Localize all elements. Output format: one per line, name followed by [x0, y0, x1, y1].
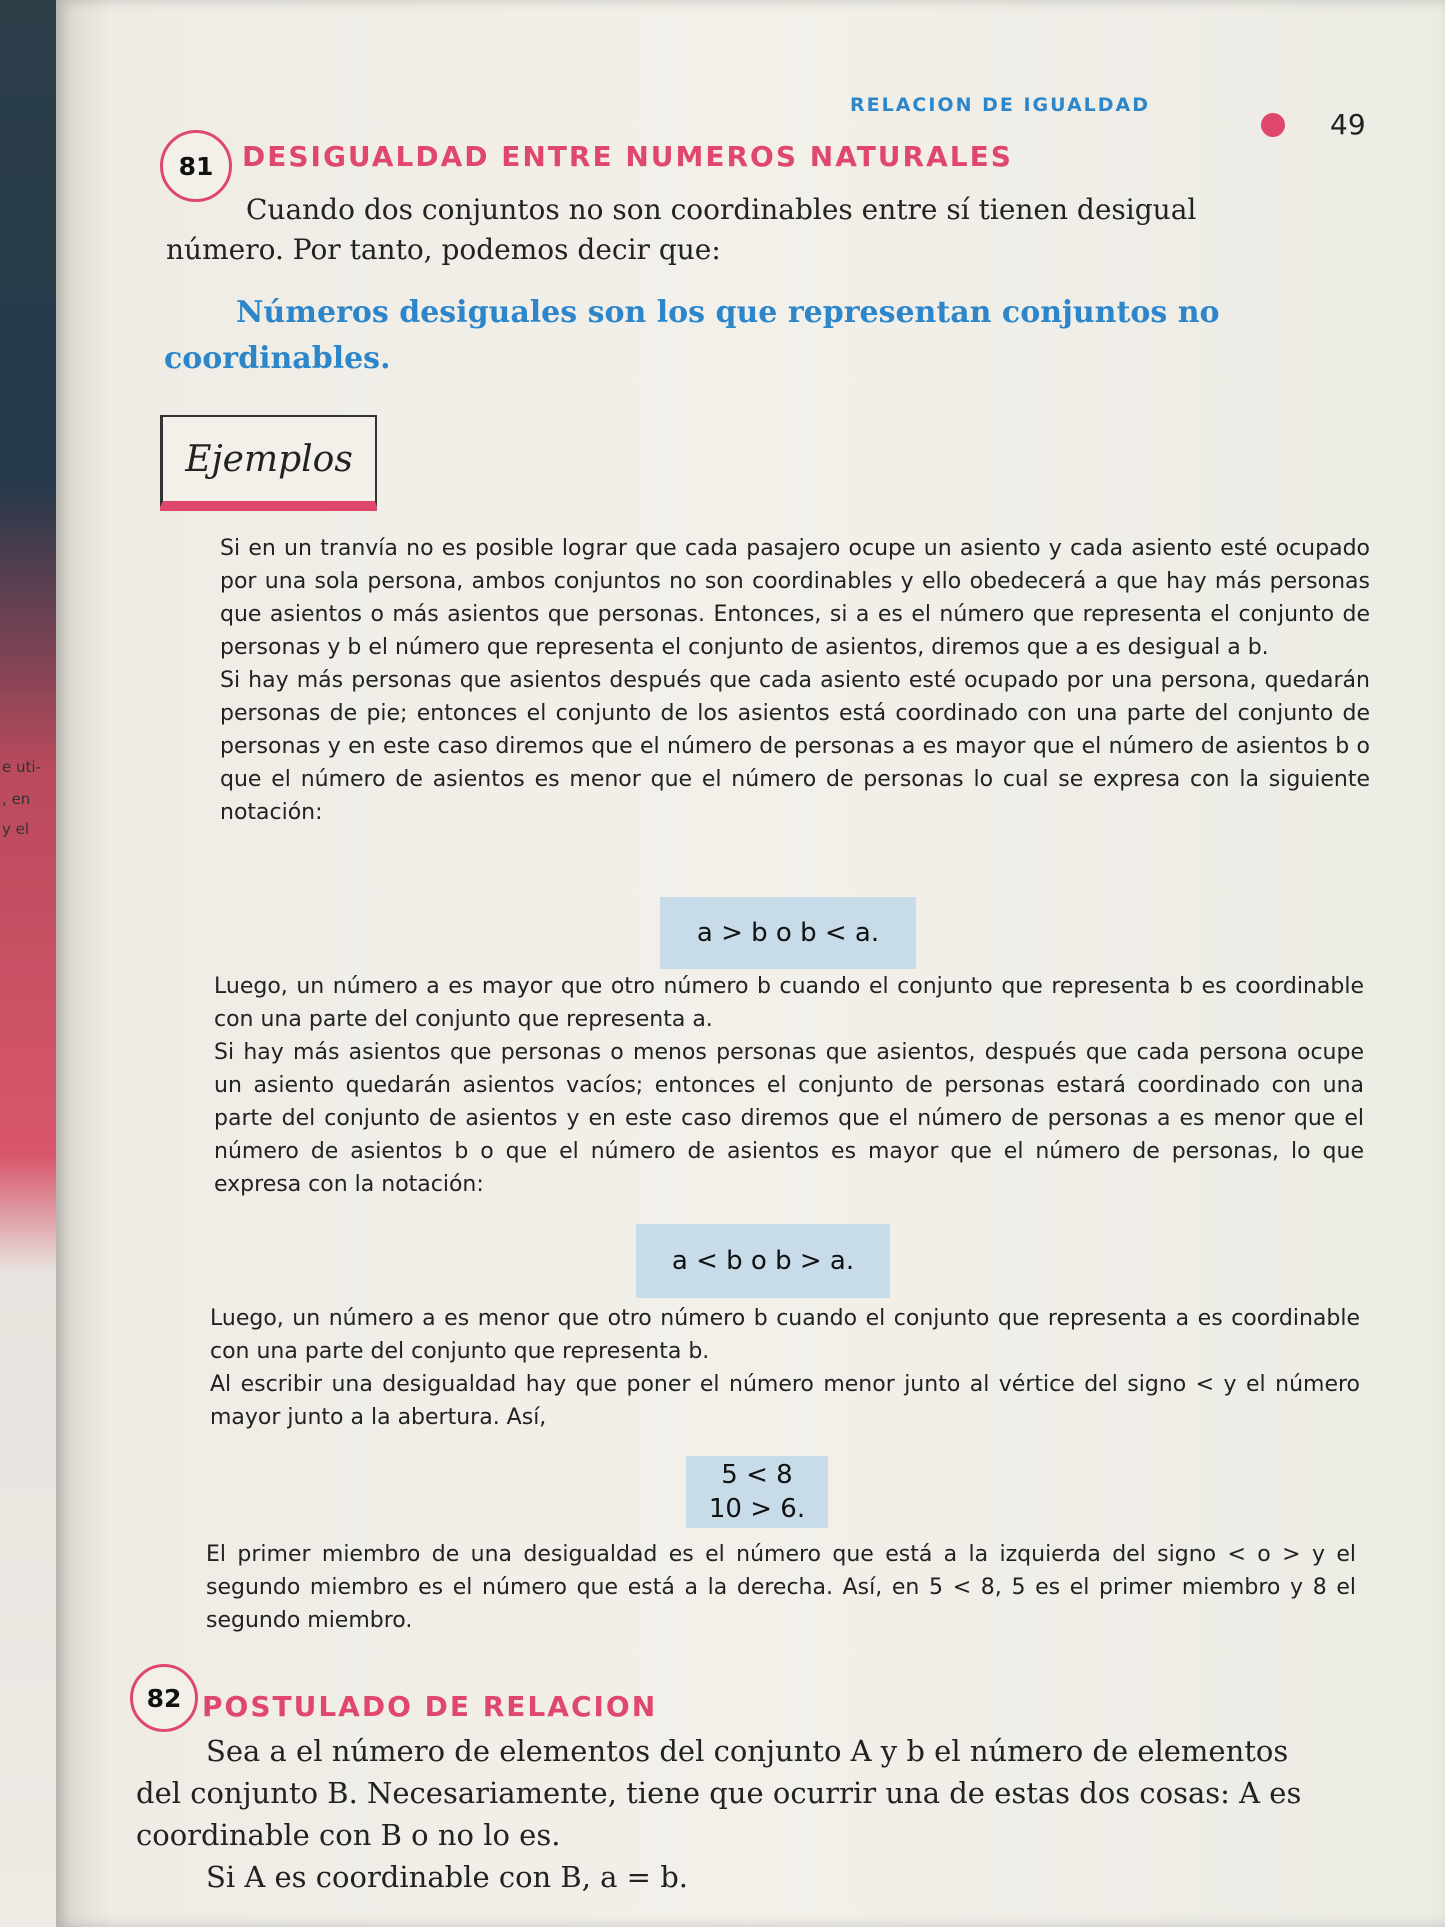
section-paragraph: Sea a el número de elementos del conjunto A y b el número de elementos del conjunto B. Necesariamente, tiene que ocurrir una de estas dos cosas: A es coordinable con B o no lo es.: [136, 1734, 1302, 1852]
section-title: DESIGUALDAD ENTRE NUMEROS NATURALES: [242, 140, 1013, 173]
notation-box: a > b o b < a.: [660, 897, 916, 969]
examples-text-block-3: [210, 1302, 1360, 1434]
examples-label: Ejemplos: [160, 415, 377, 507]
example-paragraph: Luego, un número a es menor que otro número b cuando el conjunto que representa a es coordinable con una parte del conjunto que representa b.: [210, 1306, 1360, 1364]
notation-box: [686, 1456, 828, 1528]
example-paragraph: Luego, un número a es mayor que otro número b cuando el conjunto que representa b es coordinable con una parte del conjunto que representa a.: [214, 974, 1364, 1032]
example-paragraph: Si en un tranvía no es posible lograr que cada pasajero ocupe un asiento y cada asiento esté ocupado por una sola persona, ambos conjuntos no son coordinables y ello obedecerá a que hay más personas que asientos o más asientos que personas. Entonces, si a es el número que representa el conjunto de personas y b el número que representa el conjunto de asientos, diremos que a es desigual a b.: [220, 536, 1370, 660]
section-number-badge: 82: [130, 1664, 198, 1732]
book-page: [56, 0, 1445, 1927]
example-paragraph: Al escribir una desigualdad hay que poner el número menor junto al vértice del signo < y el número mayor junto a la abertura. Así,: [210, 1372, 1360, 1430]
header-dot-icon: [1261, 113, 1285, 137]
section-number-badge: 81: [160, 130, 232, 202]
example-paragraph: Si hay más personas que asientos después que cada asiento esté ocupado por una persona, quedarán personas de pie; entonces el conjunto de los asientos está coordinado con una parte del conjunto de personas y en este caso diremos que el número de personas a es mayor que el número de asientos b o que el número de asientos es menor que el número de personas lo cual se expresa con la siguiente notación:: [220, 668, 1370, 825]
side-fragment: , en: [2, 790, 31, 808]
notation-line: 10 > 6.: [708, 1494, 806, 1524]
section-title: POSTULADO DE RELACION: [202, 1690, 658, 1723]
example-paragraph: Si hay más asientos que personas o menos personas que asientos, después que cada persona ocupe un asiento quedarán asientos vacíos; entonces el conjunto de personas estará coordinado con una parte del conjunto de asientos y en este caso diremos que el número de personas a es menor que el número de asientos b o que el número de asientos es mayor que el número de personas, lo que expresa con la notación:: [214, 1040, 1364, 1197]
side-fragment: e uti-: [2, 758, 41, 776]
definition: Números desiguales son los que representan conjuntos no coordinables.: [164, 295, 1220, 376]
examples-text-block-4: [206, 1538, 1356, 1637]
examples-text-block-1: [220, 532, 1370, 829]
section-intro: Cuando dos conjuntos no son coordinables entre sí tienen desigual número. Por tanto, podemos decir que:: [166, 193, 1197, 266]
running-title: RELACION DE IGUALDAD: [850, 94, 1151, 116]
adjacent-page-strip: [0, 0, 60, 1927]
notation-box: a < b o b > a.: [636, 1224, 890, 1298]
examples-text-block-2: [214, 970, 1364, 1201]
notation-line: 5 < 8: [721, 1460, 793, 1490]
page-number: 49: [1330, 108, 1366, 141]
example-paragraph: El primer miembro de una desigualdad es el número que está a la izquierda del signo < o > y el segundo miembro es el número que está a la derecha. Así, en 5 < 8, 5 es el primer miembro y 8 el segundo miembro.: [206, 1542, 1356, 1633]
side-fragment: y el: [2, 820, 30, 838]
section-paragraph: Si A es coordinable con B, a = b.: [206, 1860, 688, 1894]
